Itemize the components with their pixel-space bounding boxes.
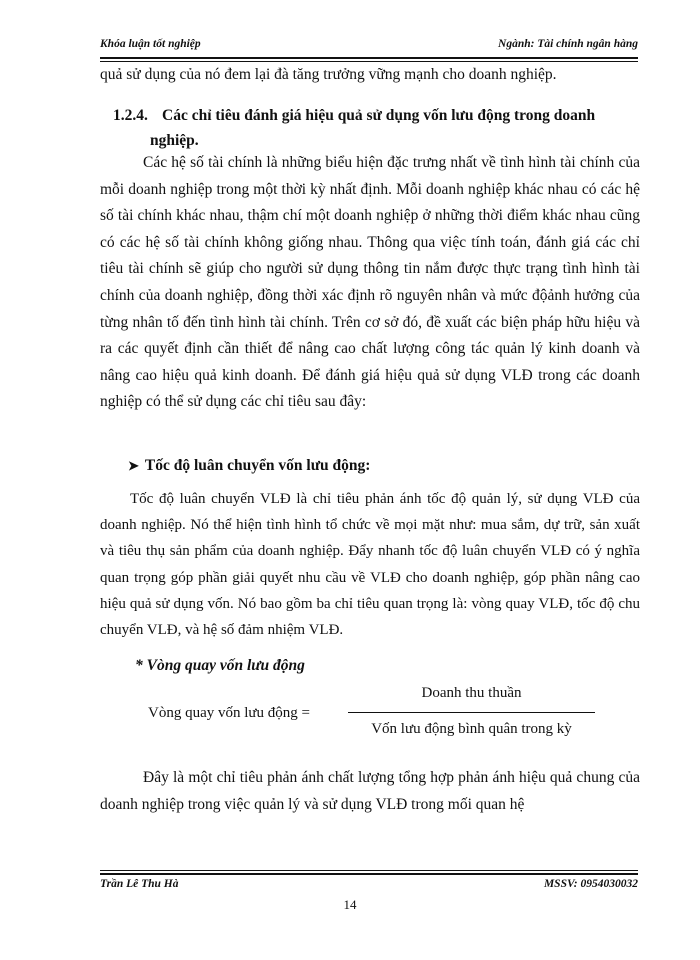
bullet-heading [128,457,370,475]
subheading-turnover-ratio: * Vòng quay vốn lưu động [135,657,305,674]
bullet-heading-text: Tốc độ luân chuyển vốn lưu động: [144,457,371,474]
formula-numerator: Doanh thu thuần [421,685,522,701]
section-heading [100,103,640,153]
formula-denominator: Vốn lưu động bình quân trong kỳ [371,721,572,737]
section-number: 1.2.4. [113,107,148,124]
arrow-bullet-icon: ➤ [128,458,139,473]
header-thesis-label: Khóa luận tốt nghiệp [100,38,201,50]
paragraph-financial-ratios: Các hệ số tài chính là những biểu hiện đặc trưng nhất về tình hình tài chính của mỗi doanh nghiệp trong một thời kỳ nhất định. Mỗi doanh nghiệp khác nhau có các hệ số tài chính khác nhau, thậm chí một doanh nghiệp ở những thời điểm khác nhau cũng có các hệ số tài chính không giống nhau. Thông qua việc tính toán, đánh giá các chỉ tiêu tài chính sẽ giúp cho người sử dụng thông tin nắm được thực trạng tình hình tài chính của doanh nghiệp, đồng thời xác định rõ nguyên nhân và mức độảnh hưởng của từng nhân tố đến tình hình tài chính. Trên cơ sở đó, đề xuất các biện pháp hữu hiệu và ra các quyết định cần thiết để nâng cao chất lượng công tác quản lý kinh doanh và nâng cao hiệu quả kinh doanh. Để đánh giá hiệu quả sử dụng VLĐ trong các doanh nghiệp có thể sử dụng các chỉ tiêu sau đây: [100,154,640,411]
page-header [100,36,638,56]
formula-fraction-line [348,712,595,713]
formula-label: Vòng quay vốn lưu động = [148,705,310,721]
paragraph-turnover-speed: Tốc độ luân chuyển VLĐ là chỉ tiêu phản ánh tốc độ quản lý, sử dụng VLĐ của doanh nghiệp. Nó thể hiện tình hình tổ chức về mọi mặt như: mua sắm, dự trữ, sản xuất và tiêu thụ sản phẩm của doanh nghiệp. Đẩy nhanh tốc độ luân chuyển VLĐ có ý nghĩa quan trọng góp phần giải quyết nhu cầu về VLĐ cho doanh nghiệp, góp phần nâng cao hiệu quả sử dụng vốn. Nó bao gồm ba chỉ tiêu quan trọng là: vòng quay VLĐ, tốc độ chu chuyển VLĐ, và hệ số đảm nhiệm VLĐ. [100,491,640,639]
section-title-line2: nghiệp. [150,132,199,149]
header-rule-thick [100,57,638,59]
section-title-line1: Các chỉ tiêu đánh giá hiệu quả sử dụng vốn lưu động trong doanh [162,107,596,124]
footer-author: Trần Lê Thu Hà [100,878,179,890]
paragraph-indicator-summary: Đây là một chỉ tiêu phản ánh chất lượng tổng hợp phản ánh hiệu quả chung của doanh nghiệp trong việc quản lý và sử dụng VLĐ trong mối quan hệ [100,769,640,813]
footer-rule-thin [100,870,638,871]
paragraph-continuation: quả sử dụng của nó đem lại đà tăng trưởng vững mạnh cho doanh nghiệp. [100,66,557,83]
page-number: 14 [343,897,357,912]
footer-student-id: MSSV: 0954030032 [543,878,638,890]
footer-rule-thick [100,873,638,875]
header-major-label: Ngành: Tài chính ngân hàng [498,38,638,50]
